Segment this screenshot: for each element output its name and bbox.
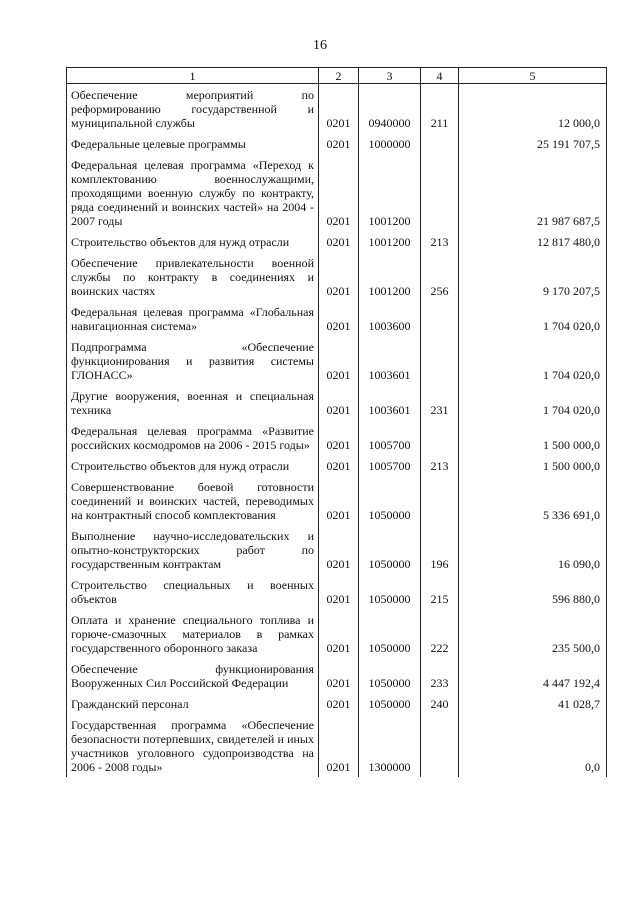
header-col-3: 3: [359, 68, 421, 84]
row-section-code: 0201: [319, 609, 359, 658]
row-amount: 1 500 000,0: [459, 420, 607, 455]
row-section-code: 0201: [319, 455, 359, 476]
row-section-code: 0201: [319, 301, 359, 336]
table-row: [67, 714, 607, 777]
table-row: [67, 252, 607, 301]
row-target-code: 1050000: [359, 525, 421, 574]
row-amount: 41 028,7: [459, 693, 607, 714]
row-target-code: 1003601: [359, 385, 421, 420]
row-target-code: 0940000: [359, 84, 421, 134]
table-row: [67, 336, 607, 385]
row-amount: 21 987 687,5: [459, 154, 607, 231]
row-amount: 0,0: [459, 714, 607, 777]
row-amount: 25 191 707,5: [459, 133, 607, 154]
row-name: Строительство объектов для нужд отрасли: [67, 455, 319, 476]
table-row: [67, 525, 607, 574]
row-name: Совершенствование боевой готовности соединений и воинских частей, переводимых на контрактный способ комплектования: [67, 476, 319, 525]
row-name: Оплата и хранение специального топлива и горюче-смазочных материалов в рамках государственного оборонного заказа: [67, 609, 319, 658]
row-amount: 12 817 480,0: [459, 231, 607, 252]
table-row: [67, 476, 607, 525]
row-section-code: 0201: [319, 336, 359, 385]
row-name: Обеспечение привлекательности военной службы по контракту в соединениях и воинских частях: [67, 252, 319, 301]
row-target-code: 1003600: [359, 301, 421, 336]
row-amount: 16 090,0: [459, 525, 607, 574]
row-section-code: 0201: [319, 231, 359, 252]
row-target-code: 1050000: [359, 574, 421, 609]
row-name: Федеральная целевая программа «Глобальная навигационная система»: [67, 301, 319, 336]
row-expense-code: [421, 154, 459, 231]
table-header: [67, 68, 607, 84]
row-name: Выполнение научно-исследовательских и опытно-конструкторских работ по государственным контрактам: [67, 525, 319, 574]
table-row: [67, 455, 607, 476]
row-target-code: 1003601: [359, 336, 421, 385]
table-row: [67, 385, 607, 420]
row-target-code: 1001200: [359, 154, 421, 231]
table-row: [67, 609, 607, 658]
table-row: [67, 693, 607, 714]
row-expense-code: [421, 133, 459, 154]
row-section-code: 0201: [319, 420, 359, 455]
header-col-4: 4: [421, 68, 459, 84]
row-target-code: 1001200: [359, 231, 421, 252]
row-expense-code: [421, 714, 459, 777]
row-expense-code: [421, 301, 459, 336]
row-section-code: 0201: [319, 714, 359, 777]
row-expense-code: 256: [421, 252, 459, 301]
row-name: Обеспечение мероприятий по реформированию государственной и муниципальной службы: [67, 84, 319, 134]
row-section-code: 0201: [319, 476, 359, 525]
row-expense-code: 213: [421, 231, 459, 252]
row-amount: 596 880,0: [459, 574, 607, 609]
row-name: Строительство объектов для нужд отрасли: [67, 231, 319, 252]
row-expense-code: 215: [421, 574, 459, 609]
row-target-code: 1050000: [359, 476, 421, 525]
row-target-code: 1005700: [359, 455, 421, 476]
row-section-code: 0201: [319, 525, 359, 574]
page-number: 16: [313, 38, 327, 53]
header-col-5: 5: [459, 68, 607, 84]
row-name: Другие вооружения, военная и специальная техника: [67, 385, 319, 420]
row-amount: 12 000,0: [459, 84, 607, 134]
row-name: Строительство специальных и военных объектов: [67, 574, 319, 609]
row-expense-code: 196: [421, 525, 459, 574]
table-row: [67, 154, 607, 231]
row-amount: 1 704 020,0: [459, 336, 607, 385]
row-section-code: 0201: [319, 133, 359, 154]
row-expense-code: 211: [421, 84, 459, 134]
row-section-code: 0201: [319, 154, 359, 231]
row-section-code: 0201: [319, 693, 359, 714]
row-section-code: 0201: [319, 658, 359, 693]
row-target-code: 1001200: [359, 252, 421, 301]
row-name: Подпрограмма «Обеспечение функционирования и развития системы ГЛОНАСС»: [67, 336, 319, 385]
row-name: Федеральная целевая программа «Переход к комплектованию военнослужащими, проходящими военную службу по контракту, ряда соединений и воинских частей» на 2004 - 2007 годы: [67, 154, 319, 231]
table-row: [67, 301, 607, 336]
row-section-code: 0201: [319, 574, 359, 609]
row-target-code: 1005700: [359, 420, 421, 455]
table-row: [67, 420, 607, 455]
row-section-code: 0201: [319, 385, 359, 420]
row-expense-code: 213: [421, 455, 459, 476]
table-body: [67, 84, 607, 778]
row-name: Гражданский персонал: [67, 693, 319, 714]
header-col-2: 2: [319, 68, 359, 84]
row-target-code: 1000000: [359, 133, 421, 154]
row-name: Государственная программа «Обеспечение безопасности потерпевших, свидетелей и иных участников уголовного судопроизводства на 2006 - 2008 годы»: [67, 714, 319, 777]
row-amount: 9 170 207,5: [459, 252, 607, 301]
row-expense-code: 231: [421, 385, 459, 420]
row-name: Обеспечение функционирования Вооруженных Сил Российской Федерации: [67, 658, 319, 693]
row-target-code: 1050000: [359, 658, 421, 693]
table-row: [67, 84, 607, 134]
row-name: Федеральная целевая программа «Развитие российских космодромов на 2006 - 2015 годы»: [67, 420, 319, 455]
row-target-code: 1300000: [359, 714, 421, 777]
table-row: [67, 574, 607, 609]
row-target-code: 1050000: [359, 609, 421, 658]
header-col-1: 1: [67, 68, 319, 84]
row-section-code: 0201: [319, 84, 359, 134]
row-expense-code: [421, 476, 459, 525]
row-amount: 1 704 020,0: [459, 385, 607, 420]
table-row: [67, 658, 607, 693]
row-amount: 1 500 000,0: [459, 455, 607, 476]
table-row: [67, 231, 607, 252]
row-section-code: 0201: [319, 252, 359, 301]
budget-table: [66, 67, 607, 777]
row-amount: 4 447 192,4: [459, 658, 607, 693]
row-expense-code: 233: [421, 658, 459, 693]
row-amount: 5 336 691,0: [459, 476, 607, 525]
row-amount: 235 500,0: [459, 609, 607, 658]
row-target-code: 1050000: [359, 693, 421, 714]
row-name: Федеральные целевые программы: [67, 133, 319, 154]
row-amount: 1 704 020,0: [459, 301, 607, 336]
table-row: [67, 133, 607, 154]
row-expense-code: 240: [421, 693, 459, 714]
row-expense-code: [421, 420, 459, 455]
row-expense-code: 222: [421, 609, 459, 658]
row-expense-code: [421, 336, 459, 385]
